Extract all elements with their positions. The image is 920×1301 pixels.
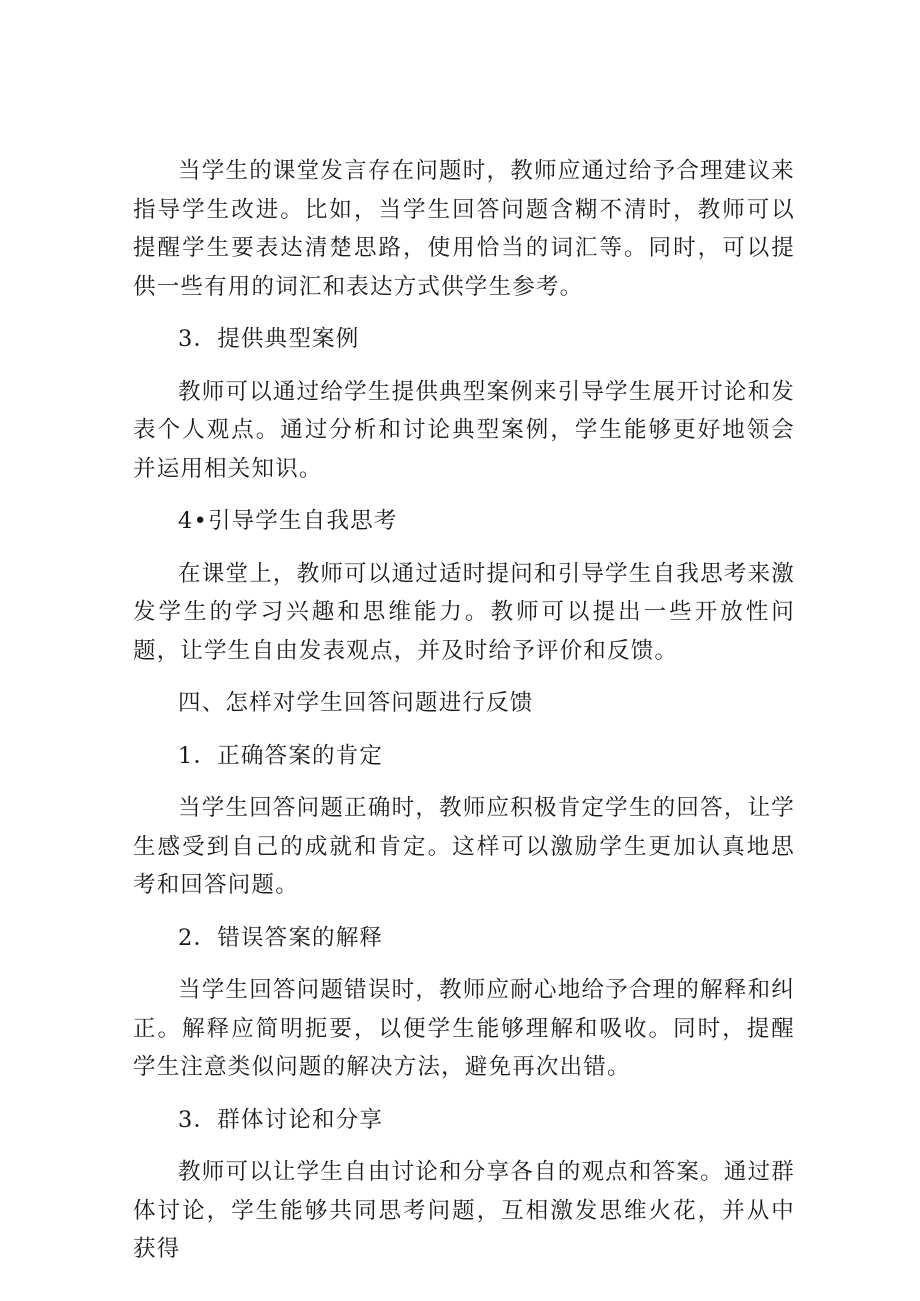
section-heading-feedback: 四、怎样对学生回答问题进行反馈 xyxy=(178,690,534,716)
paragraph-typical-cases: 教师可以通过给学生提供典型案例来引导学生展开讨论和发表个人观点。通过分析和讨论典型案例，学生能够更好地领会并运用相关知识。 xyxy=(133,378,795,482)
heading-self-thinking: 4•引导学生自我思考 xyxy=(178,508,398,534)
paragraph-correct-answer: 当学生回答问题正确时，教师应积极肯定学生的回答，让学生感受到自己的成就和肯定。这样可以激励学生更加认真地思考和回答问题。 xyxy=(133,795,795,898)
heading-typical-cases: 3．提供典型案例 xyxy=(178,326,360,352)
paragraph-self-thinking: 在课堂上，教师可以通过适时提问和引导学生自我思考来激发学生的学习兴趣和思维能力。教师可以提出一些开放性问题，让学生自由发表观点，并及时给予评价和反馈。 xyxy=(133,560,795,664)
document-body xyxy=(133,152,795,1269)
heading-correct-answer: 1．正确答案的肯定 xyxy=(178,742,384,769)
heading-wrong-answer: 2．错误答案的解释 xyxy=(178,924,384,951)
heading-group-discussion: 3．群体讨论和分享 xyxy=(178,1106,384,1133)
paragraph-group-discussion: 教师可以让学生自由讨论和分享各自的观点和答案。通过群体讨论，学生能够共同思考问题，互相激发思维火花，并从中获得 xyxy=(133,1159,795,1262)
paragraph-suggestions: 当学生的课堂发言存在问题时，教师应通过给予合理建议来指导学生改进。比如，当学生回答问题含糊不清时，教师可以提醒学生要表达清楚思路，使用恰当的词汇等。同时，可以提供一些有用的词汇和表达方式供学生参考。 xyxy=(133,158,795,300)
paragraph-wrong-answer: 当学生回答问题错误时，教师应耐心地给予合理的解释和纠正。解释应简明扼要，以便学生能够理解和吸收。同时，提醒学生注意类似问题的解决方法，避免再次出错。 xyxy=(133,977,795,1080)
